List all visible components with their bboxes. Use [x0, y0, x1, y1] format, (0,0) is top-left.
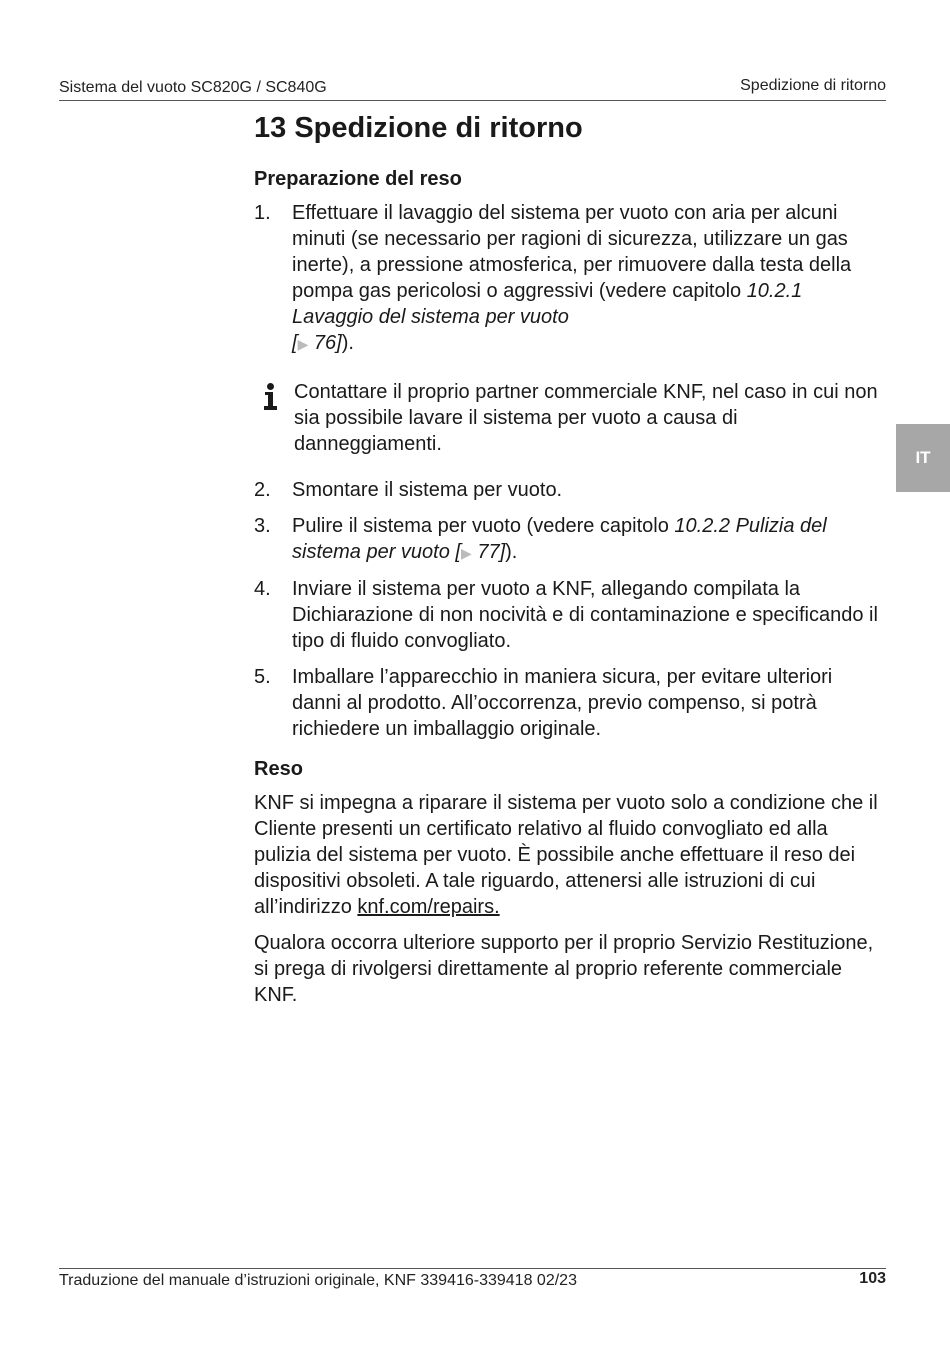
list-item-step-5 [254, 664, 879, 742]
footer-divider [59, 1268, 886, 1269]
page-reference[interactable] [292, 332, 342, 354]
list-item-step-3 [254, 513, 879, 566]
list-item-step-2 [254, 477, 879, 503]
list-item-step-1 [254, 200, 879, 357]
step-text [292, 513, 879, 566]
step-1-tail: ). [341, 332, 354, 354]
step-text [292, 200, 879, 357]
chapter-reference-title: 10.2.2 Pulizia del sistema per vuoto [292, 515, 827, 563]
header-divider [59, 100, 886, 101]
section-heading-return: Reso [254, 758, 303, 780]
triangle-right-icon: ▶ [460, 545, 472, 561]
page-ref-open-bracket: [ [455, 541, 461, 563]
section-heading-preparation: Preparazione del reso [254, 168, 462, 190]
language-tab [896, 424, 950, 492]
step-number: 5. [254, 666, 271, 688]
list-item-step-4 [254, 576, 879, 654]
return-paragraph-2: Qualora occorra ulteriore supporto per il proprio Servizio Restituzione, si prega di rivolgersi direttamente al proprio referente commerciale KNF. [254, 932, 874, 1006]
step-1-text: Effettuare il lavaggio del sistema per vuoto con aria per alcuni minuti (se necessario per ragioni di sicurezza, utilizzare un gas inerte), a pressione atmosferica, per rimuovere dalla testa della pompa gas pericolosi o aggressivi (vedere capitolo [292, 202, 852, 302]
info-icon [254, 379, 294, 457]
page-ref-number: 76] [313, 332, 342, 354]
return-paragraph-1-text: KNF si impegna a riparare il sistema per vuoto solo a condizione che il Cliente presenti un certificato relativo al fluido convogliato ed alla pulizia del sistema per vuoto. È possibile anche effettuare il reso dei dispositivi obsoleti. A tale riguardo, attenersi alle istruzioni di cui all’indirizzo [254, 792, 878, 918]
return-paragraph-1 [254, 790, 879, 920]
chapter-reference-title: 10.2.1 Lavaggio del sistema per vuoto [292, 280, 803, 328]
chapter-title: 13 Spedizione di ritorno [254, 112, 583, 144]
page-content [254, 110, 879, 1018]
triangle-right-icon: ▶ [297, 336, 309, 352]
header-section-title: Spedizione di ritorno [740, 77, 886, 94]
repairs-link[interactable]: knf.com/repairs. [357, 896, 500, 918]
step-text: Smontare il sistema per vuoto. [292, 479, 563, 501]
page-reference[interactable] [455, 541, 505, 563]
page-ref-open-bracket: [ [292, 332, 298, 354]
step-number: 3. [254, 515, 271, 537]
header-document-title: Sistema del vuoto SC820G / SC840G [59, 79, 327, 96]
step-text: Imballare l’apparecchio in maniera sicura, per evitare ulteriori danni al prodotto. All’occorrenza, previo compenso, si potrà richiedere un imballaggio originale. [292, 666, 833, 740]
language-tab-label: IT [915, 448, 931, 467]
footer-text: Traduzione del manuale d’istruzioni originale, KNF 339416-339418 02/23 [59, 1272, 577, 1289]
step-number: 2. [254, 479, 271, 501]
info-note [254, 379, 879, 457]
page-ref-number: 77] [477, 541, 506, 563]
info-note-text: Contattare il proprio partner commerciale KNF, nel caso in cui non sia possibile lavare il sistema per vuoto a causa di danneggiamenti. [294, 381, 878, 455]
step-text: Inviare il sistema per vuoto a KNF, allegando compilata la Dichiarazione di non nocività e di contaminazione e specificando il tipo di fluido convogliato. [292, 578, 878, 652]
page-number: 103 [859, 1270, 886, 1287]
step-number: 1. [254, 202, 271, 224]
step-number: 4. [254, 578, 271, 600]
step-3-tail: ). [505, 541, 518, 563]
step-3-text: Pulire il sistema per vuoto (vedere capitolo [292, 515, 675, 537]
